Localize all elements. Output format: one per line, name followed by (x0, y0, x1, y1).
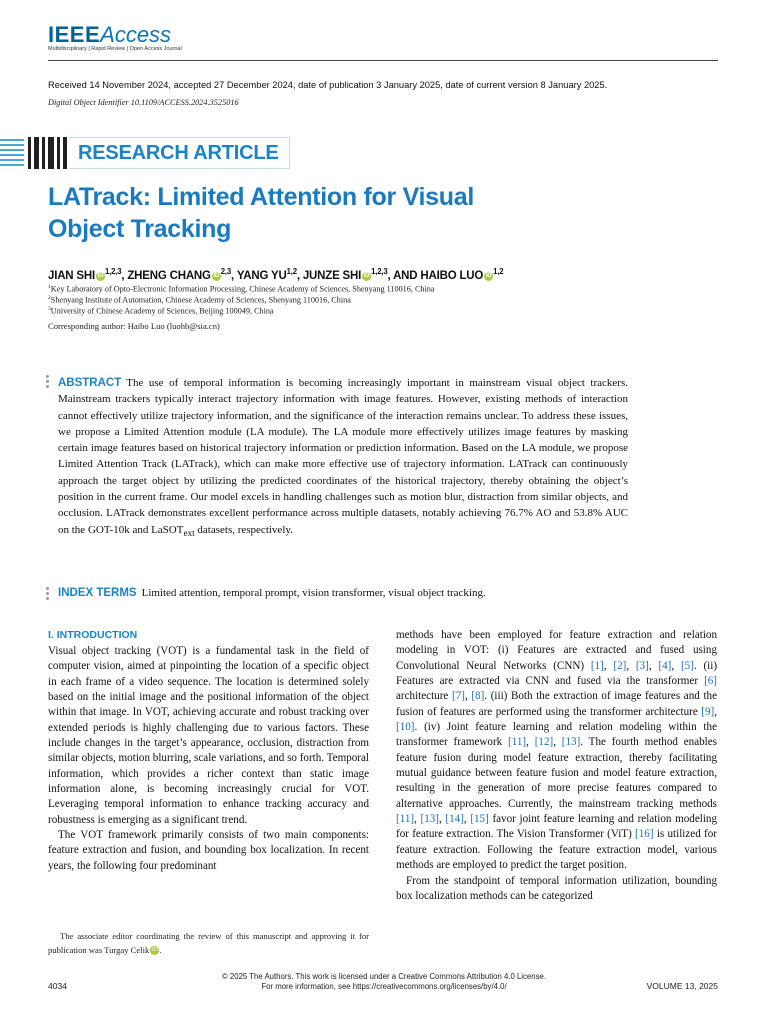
body-text: , (463, 813, 471, 826)
citation-link[interactable]: [12] (534, 736, 554, 749)
abstract-text: The use of temporal information is becoming increasingly important in mainstream visual object trackers. Mainstream trackers typically interact trajectory information with image features. However, existing methods of interaction cannot effectively utilize trajectory information, and the significance of the interaction remains unclear. To address these issues, we propose a Limited Attention module (LA module). The LA module more effectively utilizes image features by masking certain image features based on historical trajectory information or prediction information. Based on the LA module, we propose Limited Attention Track (LATrack), which can make more effective use of trajectory information. LATrack can continuously approach the target object by utilizing the predicted coordinates of the historical trajectory, thereby obtaining the object’s position in the current frame. Our model excels in handling challenges such as motion blur, distraction from similar objects, and occlusion. LATrack demonstrates excellent performance across multiple datasets, notably achieving 76.7% AO and 53.8% AUC on the GOT-10k and LaSOT (58, 377, 628, 536)
body-text: , (414, 813, 421, 826)
author-separator: , (296, 269, 303, 282)
body-text: methods have been employed for feature extraction and relation modeling in VOT: (i) Features are extracted and fused using Convolutional Neural Networks (CNN) (396, 629, 717, 672)
citation-link[interactable]: [2] (613, 659, 627, 672)
right-paragraph-1 (396, 628, 717, 874)
right-paragraph-2: From the standpoint of temporal information utilization, bounding box localization methods can be categorized (396, 874, 717, 902)
abstract-end: datasets, respectively. (194, 523, 293, 536)
corresponding-author: Corresponding author: Haibo Luo (luohb@sia.cn) (48, 321, 220, 331)
orcid-icon[interactable]: iD (363, 272, 370, 279)
banner-barcode-decoration (28, 137, 70, 169)
author-name: ZHENG CHANG (127, 269, 211, 282)
banner-lines-decoration (0, 139, 24, 167)
citation-link[interactable]: [11] (508, 736, 527, 749)
body-text: , (626, 659, 636, 672)
abstract-label: ABSTRACT (58, 377, 122, 389)
logo-access: Access (100, 22, 172, 47)
title-line-1: LATrack: Limited Attention for Visual (48, 183, 474, 211)
intro-paragraph-1: Visual object tracking (VOT) is a fundamental task in the field of computer vision, aimed at pinpointing the location of a specific object in each frame of a video sequence. The location is determined solely based on the initial image and the positional information of the object within that image. In VOT, achieving accurate and robust tracking over extended periods is highly challenging due to various factors. These include changes in the target’s appearance, occlusion, distraction from similar objects, motion blurring, scale variations, and so forth. Temporal information, which provides a richer context than static image information alone, is becoming increasingly crucial for VOT. Leveraging temporal information to enhance tracking accuracy and robustness is emerging as a significant trend. (48, 645, 369, 826)
author-name: YANG YU (236, 269, 287, 282)
body-text: , (553, 736, 562, 749)
license-line-2[interactable]: For more information, see https://creativecommons.org/licenses/by/4.0/ (261, 982, 507, 991)
orcid-icon[interactable]: iD (213, 272, 220, 279)
author-affiliation-number: 1,2,3 (371, 267, 388, 276)
citation-link[interactable]: [3] (635, 659, 649, 672)
orcid-icon[interactable]: iD (151, 947, 158, 953)
citation-link[interactable]: [10] (396, 721, 415, 734)
body-text: . (iii) Both the extraction of image features and the fusion of features are performed using the transformer architecture (396, 690, 717, 718)
orcid-icon[interactable]: iD (97, 272, 104, 279)
body-text: . (ii) Features are extracted via CNN and fused via the transformer (396, 659, 718, 688)
right-column (396, 628, 717, 904)
index-terms-label: INDEX TERMS (58, 587, 137, 599)
orcid-icon[interactable]: iD (485, 272, 492, 279)
title-line-2: Object Tracking (48, 215, 232, 243)
citation-link[interactable]: [8] (471, 690, 485, 703)
body-text: , (464, 690, 472, 703)
paper-title (48, 181, 568, 245)
author-separator: , AND (387, 269, 421, 282)
volume-info: VOLUME 13, 2025 (646, 981, 718, 991)
logo-tagline: Multidisciplinary | Rapid Review | Open Access Journal (48, 46, 182, 52)
citation-link[interactable]: [7] (452, 690, 465, 703)
author-separator: , (231, 269, 237, 282)
author-name: JIAN SHI (48, 269, 95, 282)
dots-marker-icon (46, 587, 50, 602)
author-affiliation-number: 1,2 (286, 267, 297, 276)
doi-line: Digital Object Identifier 10.1109/ACCESS.2024.3525016 (48, 98, 239, 107)
body-text: . (iv) Joint feature learning and relation modeling within the transformer framework (396, 721, 717, 749)
body-text: , (671, 659, 681, 672)
author-name: HAIBO LUO (420, 269, 484, 282)
license-line-1: © 2025 The Authors. This work is licensed under a Creative Commons Attribution 4.0 License. (222, 972, 546, 981)
index-terms-text: Limited attention, temporal prompt, vision transformer, visual object tracking. (141, 587, 486, 599)
logo-ieee: IEEE (48, 22, 101, 47)
section-heading: I. INTRODUCTION (48, 629, 138, 641)
citation-link[interactable]: [14] (445, 813, 464, 826)
author-affiliation-number: 1,2 (493, 267, 504, 276)
page-number: 4034 (48, 981, 67, 991)
author-list (48, 267, 503, 282)
citation-link[interactable]: [13] (420, 813, 439, 826)
author-affiliation-number: 1,2,3 (104, 267, 122, 276)
journal-logo (48, 22, 171, 48)
dots-marker-icon (46, 375, 50, 390)
citation-link[interactable]: [16] (635, 828, 654, 841)
header-divider (48, 60, 718, 61)
index-terms (58, 587, 658, 599)
intro-paragraph-2: The VOT framework primarily consists of two main components: feature extraction and fusion, and bounding box localization. In recent years, the following four predominant (48, 829, 369, 872)
citation-link[interactable]: [15] (470, 813, 489, 826)
body-text: . The fourth method enables feature fusion during model feature extraction, thereby facilitating mutual guidance between feature fusion and model feature extraction, resulting in the generation of more precise features compared to alternative approaches. Currently, the mainstream tracking methods (396, 736, 718, 810)
abstract (58, 375, 628, 541)
body-text: architecture (396, 690, 452, 703)
body-text: is utilized for feature extraction. Following the feature extraction model, various methods are employed to predict the target position. (396, 828, 717, 872)
affiliation-2: $^2$Shenyang Institute of Automation, Chinese Academy of Sciences, Shenyang 110016, China (48, 295, 351, 305)
citation-link[interactable]: [1] (590, 659, 604, 672)
citation-link[interactable]: [9] (701, 705, 715, 718)
editor-footnote: The associate editor coordinating the review of this manuscript and approving it for publication was Turgay Celik iD . (48, 931, 369, 955)
left-column (48, 644, 369, 874)
body-text: , (526, 736, 535, 749)
body-text: , (603, 659, 614, 672)
received-dates: Received 14 November 2024, accepted 27 December 2024, date of publication 3 January 2025, date of current version 8 January 2025. (48, 80, 608, 90)
citation-link[interactable]: [13] (561, 736, 581, 749)
affiliation-1: $^1$Key Laboratory of Opto-Electronic Information Processing, Chinese Academy of Sciences, Shenyang 110016, China (48, 284, 435, 294)
body-text: , (438, 813, 446, 826)
citation-link[interactable]: [5] (680, 659, 694, 672)
body-text: favor joint feature learning and relation modeling for feature extraction. The Vision Transformer (ViT) (396, 813, 718, 841)
body-text: , (714, 705, 717, 718)
citation-link[interactable]: [11] (396, 813, 415, 826)
affiliation-3: $^3$University of Chinese Academy of Sciences, Beijing 100049, China (48, 306, 274, 316)
author-separator: , (121, 269, 128, 282)
citation-link[interactable]: [6] (704, 675, 717, 688)
author-affiliation-number: 2,3 (220, 267, 232, 276)
abstract-subscript: ext (183, 527, 195, 538)
citation-link[interactable]: [4] (658, 659, 672, 672)
body-text: , (648, 659, 659, 672)
article-type-label: RESEARCH ARTICLE (70, 137, 290, 169)
author-name: JUNZE SHI (302, 269, 362, 282)
